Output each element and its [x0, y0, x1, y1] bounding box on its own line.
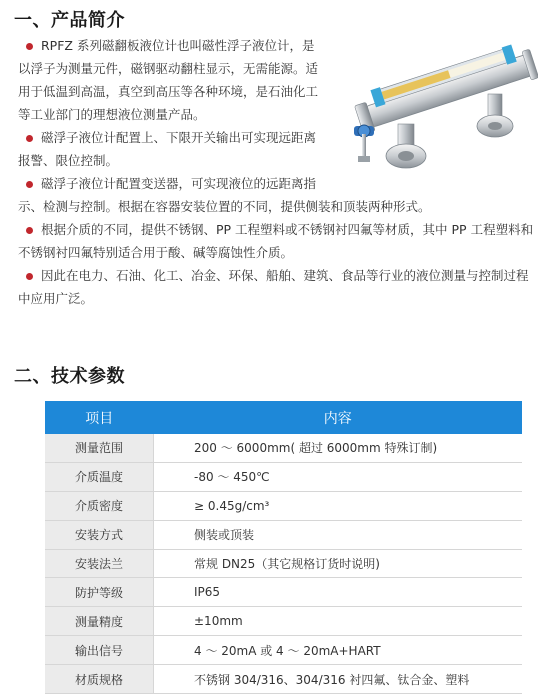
- bullet-icon: [26, 181, 33, 188]
- intro-text-4: 根据介质的不同，提供不锈钢、PP 工程塑料或不锈钢衬四氟等材质，其中 PP 工程塑料和不锈钢衬四氟特别适合用于酸、碱等腐蚀性介质。: [18, 222, 534, 260]
- spec-key: 介质温度: [45, 462, 154, 491]
- spec-key: 安装法兰: [45, 549, 154, 578]
- bullet-icon: [26, 135, 33, 142]
- intro-paragraph-4: [18, 218, 538, 264]
- table-row: [45, 434, 522, 462]
- spec-key: 测量精度: [45, 607, 154, 636]
- table-row: [45, 462, 522, 491]
- table-row: [45, 578, 522, 607]
- bullet-icon: [26, 273, 33, 280]
- spec-key: 输出信号: [45, 636, 154, 665]
- table-row: [45, 607, 522, 636]
- table-row: [45, 636, 522, 665]
- bullet-icon: [26, 227, 33, 234]
- intro-paragraph-5: [18, 264, 538, 310]
- intro-paragraph-3: [18, 172, 538, 218]
- spec-value: IP65: [154, 578, 523, 607]
- bullet-icon: [26, 43, 33, 50]
- spec-key: 安装方式: [45, 520, 154, 549]
- table-row: [45, 520, 522, 549]
- spec-value: -80 ～ 450℃: [154, 462, 523, 491]
- section-title-intro: 一、产品简介: [14, 10, 125, 31]
- spec-key: 介质密度: [45, 491, 154, 520]
- level-gauge-product-image: [328, 34, 538, 174]
- table-row: [45, 549, 522, 578]
- spec-table: [45, 401, 522, 694]
- spec-value: ≥ 0.45g/cm³: [154, 491, 523, 520]
- intro-text-5: 因此在电力、石油、化工、冶金、环保、船舶、建筑、食品等行业的液位测量与控制过程中应用广泛。: [18, 268, 529, 306]
- spec-value: 常规 DN25（其它规格订货时说明): [154, 549, 523, 578]
- spec-value: ±10mm: [154, 607, 523, 636]
- spec-value: 不锈钢 304/316、304/316 衬四氟、钛合金、塑料: [154, 665, 523, 694]
- header-content: 内容: [154, 401, 523, 434]
- table-row: [45, 491, 522, 520]
- intro-text-2: 磁浮子液位计配置上、下限开关输出可实现远距离报警、限位控制。: [18, 130, 317, 168]
- intro-text-1: RPFZ 系列磁翻板液位计也叫磁性浮子液位计，是以浮子为测量元件，磁钢驱动翻柱显示，无需能源。适用于低温到高温，真空到高压等各种环境，是石油化工等工业部门的理想液位测量产品。: [18, 38, 319, 122]
- section-title-specs: 二、技术参数: [14, 366, 125, 387]
- spec-value: 200 ～ 6000mm( 超过 6000mm 特殊订制): [154, 434, 523, 462]
- header-item: 项目: [45, 401, 154, 434]
- spec-value: 侧装或顶装: [154, 520, 523, 549]
- table-header-row: [45, 401, 522, 434]
- intro-text-3: 磁浮子液位计配置变送器，可实现液位的远距离指示、检测与控制。根据在容器安装位置的不同，提供侧装和顶装两种形式。: [18, 176, 431, 214]
- spec-key: 测量范围: [45, 434, 154, 462]
- spec-value: 4 ～ 20mA 或 4 ～ 20mA+HART: [154, 636, 523, 665]
- spec-key: 材质规格: [45, 665, 154, 694]
- intro-section: [18, 34, 538, 310]
- table-row: [45, 665, 522, 694]
- spec-key: 防护等级: [45, 578, 154, 607]
